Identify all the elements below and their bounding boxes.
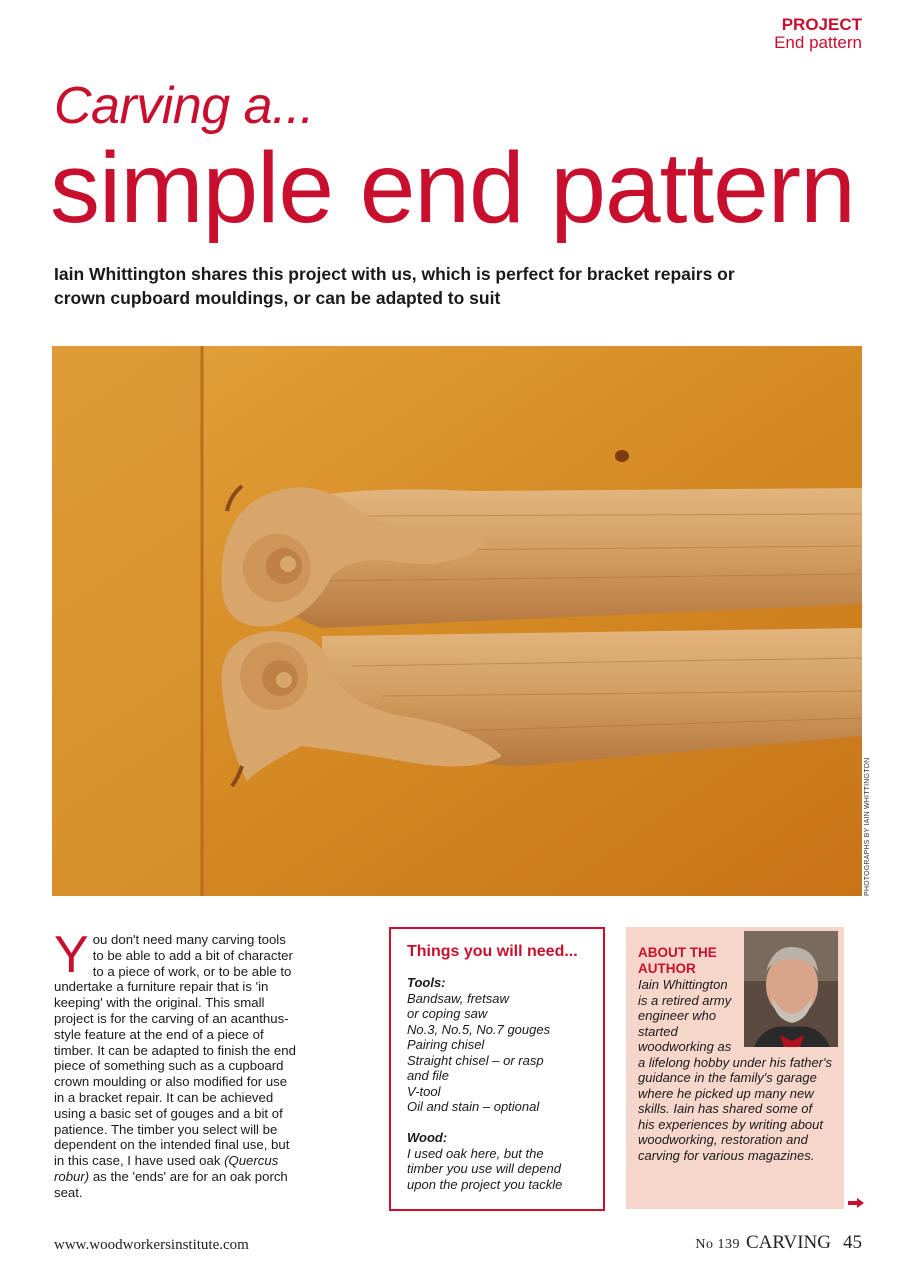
continue-arrow-icon — [848, 1198, 864, 1208]
tool-item: Straight chisel – or rasp — [407, 1052, 544, 1068]
wood-item: upon the project you tackle — [407, 1176, 563, 1192]
section-subtitle: End pattern — [774, 33, 862, 52]
needs-heading: Things you will need... — [407, 943, 578, 960]
tool-item: or coping saw — [407, 1006, 488, 1021]
footer-folio — [695, 1232, 862, 1254]
wood-item: I used oak here, but the — [407, 1145, 544, 1161]
page-number: 45 — [843, 1232, 862, 1253]
section-label — [774, 16, 862, 52]
drop-cap: Y — [54, 926, 89, 984]
carving-photo — [52, 346, 862, 896]
body-text-latin-name: (Quercus robur) — [54, 1153, 279, 1184]
magazine-name: CARVING — [745, 1232, 831, 1253]
tool-item: and file — [407, 1068, 449, 1083]
author-bio: Iain Whittington is a retired army engineer who started woodworking as a lifelong hobby under his father's guidance in the family's garage where he picked up many new skills. Iain has shared some of his experiences by writing about woodworking, restoration and carving for various magazines. — [638, 977, 832, 1163]
photo-credit: PHOTOGRAPHS BY IAIN WHITTINGTON — [864, 757, 871, 896]
tool-item: V-tool — [407, 1083, 441, 1099]
issue-number: No 139 — [695, 1237, 740, 1252]
tool-item: Bandsaw, fretsaw — [407, 990, 509, 1006]
things-you-will-need-box — [389, 927, 605, 1211]
wood-item: timber you use will depend — [407, 1161, 561, 1176]
wood-label: Wood: — [407, 1130, 448, 1145]
title-line-2: simple end pattern — [50, 132, 855, 244]
footer-website: www.woodworkersinstitute.com — [54, 1237, 249, 1253]
about-the-author-box — [626, 927, 844, 1209]
section-kicker: PROJECT — [781, 15, 862, 34]
author-portrait — [744, 931, 838, 1047]
tool-item: Oil and stain – optional — [407, 1099, 540, 1114]
tools-label: Tools: — [407, 975, 446, 990]
about-heading: ABOUT THE AUTHOR — [638, 945, 717, 976]
tool-item: Pairing chisel — [407, 1037, 485, 1052]
title-line-1: Carving a... — [54, 77, 314, 135]
body-text-end: as the 'ends' are for an oak porch seat. — [54, 1168, 288, 1200]
tool-item: No.3, No.5, No.7 gouges — [407, 1021, 551, 1037]
body-text — [54, 926, 296, 1201]
carving-photo-illustration — [52, 346, 862, 896]
body-text-start: ou don't need many carving tools to be able to add a bit of character to a piece of work, or to be able to undertake a furniture repair that is 'in keeping' with the original. This small project is for the carving of an acanthus-style feature at the end of a piece of timber. It can be adapted to finish the end piece of something such as a cupboard crown moulding or also modified for use in a bracket repair. It can be achieved using a basic set of gouges and a bit of patience. The timber you select will be dependent on the intended final use, but in this case, I have used oak — [54, 932, 296, 1169]
standfirst: Iain Whittington shares this project with us, which is perfect for bracket repairs or crown cupboard mouldings, or can be adapted to suit — [54, 264, 735, 308]
